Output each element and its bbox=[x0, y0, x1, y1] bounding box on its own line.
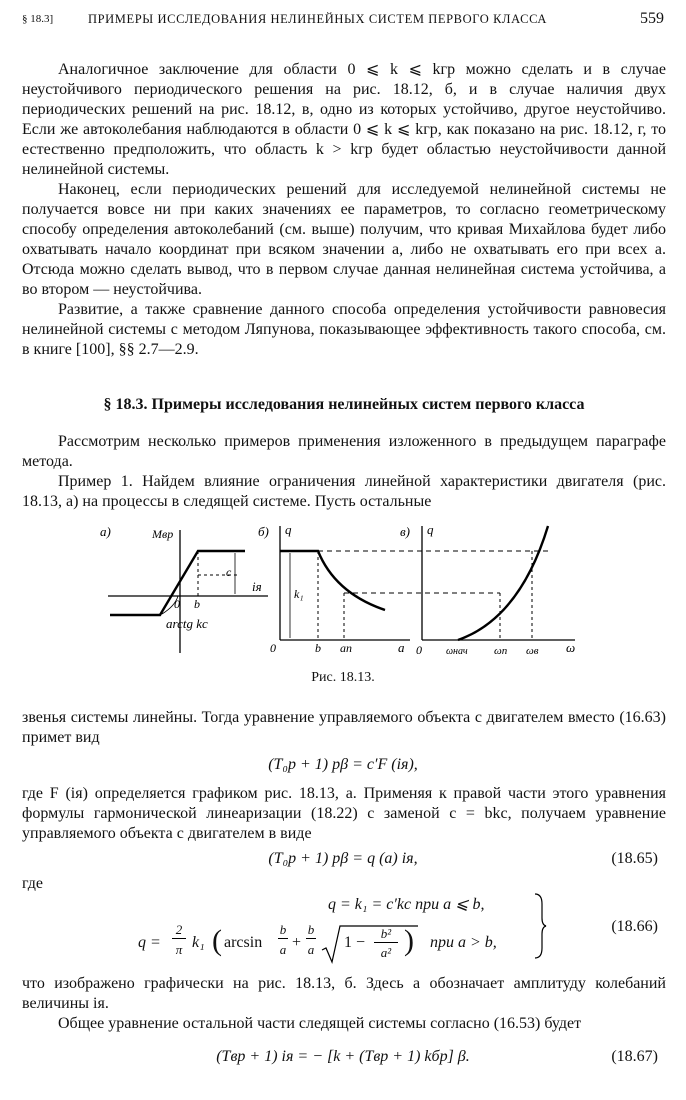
figure-caption: Рис. 18.13. bbox=[311, 670, 375, 685]
paragraph-9: что изображено графически на рис. 18.13, б. Здесь a обозначает амплитуду колебаний величины iя. bbox=[22, 975, 666, 1012]
panel-c-y-label: q bbox=[427, 522, 434, 537]
figure-18-13 bbox=[80, 518, 590, 668]
paragraph-3: Развитие, а также сравнение данного способа определения устойчивости равновесия нелинейной системы с методом Ляпунова, показывающее эффективность такого способа, см. в книге [100], §§ 2.7—2.9. bbox=[22, 301, 666, 358]
panel-a-c-label: c bbox=[226, 565, 232, 579]
eq3-a1: a bbox=[279, 942, 287, 957]
panel-b-origin: 0 bbox=[270, 641, 276, 655]
eq3-b2: b bbox=[307, 922, 315, 937]
eq3-b1: b bbox=[279, 922, 287, 937]
paragraph-4: Рассмотрим несколько примеров применения изложенного в предыдущем параграфе метода. bbox=[22, 433, 666, 470]
panel-c bbox=[400, 522, 575, 657]
eq3-cond2: при a > b, bbox=[430, 934, 497, 951]
panel-a-label: а) bbox=[100, 524, 111, 539]
equation-2: (T₀p + 1) pβ = q (a) iя, bbox=[268, 850, 418, 867]
eq3-one-minus: 1 − bbox=[344, 934, 366, 951]
eq3-q: q = bbox=[138, 934, 161, 951]
panel-c-curve bbox=[458, 526, 548, 640]
equation-2-number: (18.65) bbox=[611, 850, 658, 867]
panel-c-origin: 0 bbox=[416, 643, 422, 657]
panel-a-x-label: iя bbox=[252, 579, 262, 594]
eq3-frac-den: π bbox=[175, 942, 183, 957]
paragraph-5: Пример 1. Найдем влияние ограничения линейной характеристики двигателя (рис. 18.13, а) на процессы в следящей системе. Пусть остальные bbox=[22, 473, 666, 510]
eq3-k1: k₁ bbox=[192, 934, 205, 951]
panel-a-y-label: Mвр bbox=[152, 527, 174, 541]
panel-b-y-label: q bbox=[285, 522, 292, 537]
panel-b-x-label: a bbox=[398, 640, 405, 655]
panel-a-origin: 0 bbox=[174, 597, 180, 611]
equation-4: (Tвp + 1) iя = − [k + (Tвp + 1) kбp] β. bbox=[216, 1048, 470, 1065]
panel-b-curve bbox=[280, 551, 385, 610]
paragraph-1: Аналогичное заключение для области 0 ⩽ k ⩽ kгр можно сделать и в случае неустойчивого периодического решения на рис. 18.12, б, и в случае наличия двух периодических решений на рис. 18.12, в, одно из которых устойчиво, другое неустойчиво. Если же автоколебания наблюдаются в области 0 ⩽ k ⩽ kгр, как показано на рис. 18.12, г, то естественно предположить, что область k > kгр будет областью неустойчивости данной нелинейной системы. bbox=[22, 61, 666, 178]
paragraph-6: звенья системы линейны. Тогда уравнение управляемого объекта с двигателем вместо (16.63) примет вид bbox=[22, 709, 666, 746]
paragraph-10: Общее уравнение остальной части следящей системы согласно (16.53) будет bbox=[58, 1015, 582, 1032]
text-block-7 bbox=[22, 784, 666, 844]
panel-b-label: б) bbox=[258, 524, 269, 539]
eq3-sqrt-den: a² bbox=[380, 945, 392, 960]
header-title: ПРИМЕРЫ ИССЛЕДОВАНИЯ НЕЛИНЕЙНЫХ СИСТЕМ ПЕРВОГО КЛАССА bbox=[88, 12, 548, 26]
panel-b-b-label: b bbox=[315, 641, 321, 655]
text-block-9 bbox=[22, 974, 666, 1034]
text-block-middle bbox=[22, 432, 666, 512]
text-block-6 bbox=[22, 708, 666, 748]
eq3-arcsin: arcsin bbox=[224, 934, 263, 951]
panel-a-b-label: b bbox=[194, 597, 200, 611]
paragraph-7: где F (iя) определяется графиком рис. 18.13, а. Применяя к правой части этого уравнения формулы гармонической линеаризации (18.22) с заменой c = bkc, получаем уравнение управляемого объекта с двигателем в виде bbox=[22, 785, 666, 842]
equation-1: (T₀p + 1) pβ = c′F (iя), bbox=[268, 756, 418, 773]
panel-c-wv-label: ωв bbox=[526, 645, 539, 657]
eq3-plus: + bbox=[292, 934, 302, 951]
panel-c-wp-label: ωп bbox=[494, 645, 508, 657]
header-section: § 18.3] bbox=[22, 13, 54, 25]
paragraph-2: Наконец, если периодических решений для исследуемой нелинейной системы не получается вовсе ни при каких значениях ее параметров, то согласно геометрическому способу определения автоколебаний (см. выше) получим, что кривая Михайлова будет либо охватывать начало координат при всяком значении a, либо не охватывать его при всех a. Отсюда можно сделать вывод, что в первом случае данная нелинейная система устойчива, а во втором — неустойчива. bbox=[22, 181, 666, 298]
panel-b-an-label: aп bbox=[340, 641, 352, 655]
panel-b bbox=[258, 522, 410, 655]
page-number: 559 bbox=[640, 10, 664, 27]
text-block-top bbox=[22, 60, 666, 360]
paragraph-8: где bbox=[22, 875, 44, 892]
panel-a bbox=[100, 524, 268, 653]
equation-4-number: (18.67) bbox=[611, 1048, 658, 1065]
equation-3-line1: q = k₁ = c′kc при a ⩽ b, bbox=[328, 896, 485, 913]
eq3-a2: a bbox=[307, 942, 315, 957]
eq3-paren-close: ) bbox=[404, 924, 414, 957]
section-title: § 18.3. Примеры исследования нелинейных систем первого класса bbox=[103, 396, 585, 413]
text-block-8 bbox=[22, 874, 666, 894]
panel-c-label: в) bbox=[400, 524, 410, 539]
panel-c-wnach-label: ωнач bbox=[446, 646, 468, 657]
eq3-brace bbox=[532, 892, 548, 960]
eq3-sqrt-num: b² bbox=[374, 926, 398, 943]
eq3-frac-num: 2 bbox=[172, 922, 186, 939]
equation-3-line2 bbox=[138, 922, 558, 966]
eq3-paren-open: ( bbox=[212, 924, 222, 957]
panel-c-x-label: ω bbox=[566, 640, 576, 655]
panel-a-slope-label: arctg kc bbox=[166, 616, 208, 631]
equation-3-number: (18.66) bbox=[611, 918, 658, 935]
panel-b-k1-label: k₁ bbox=[294, 587, 304, 601]
running-header bbox=[22, 10, 664, 32]
